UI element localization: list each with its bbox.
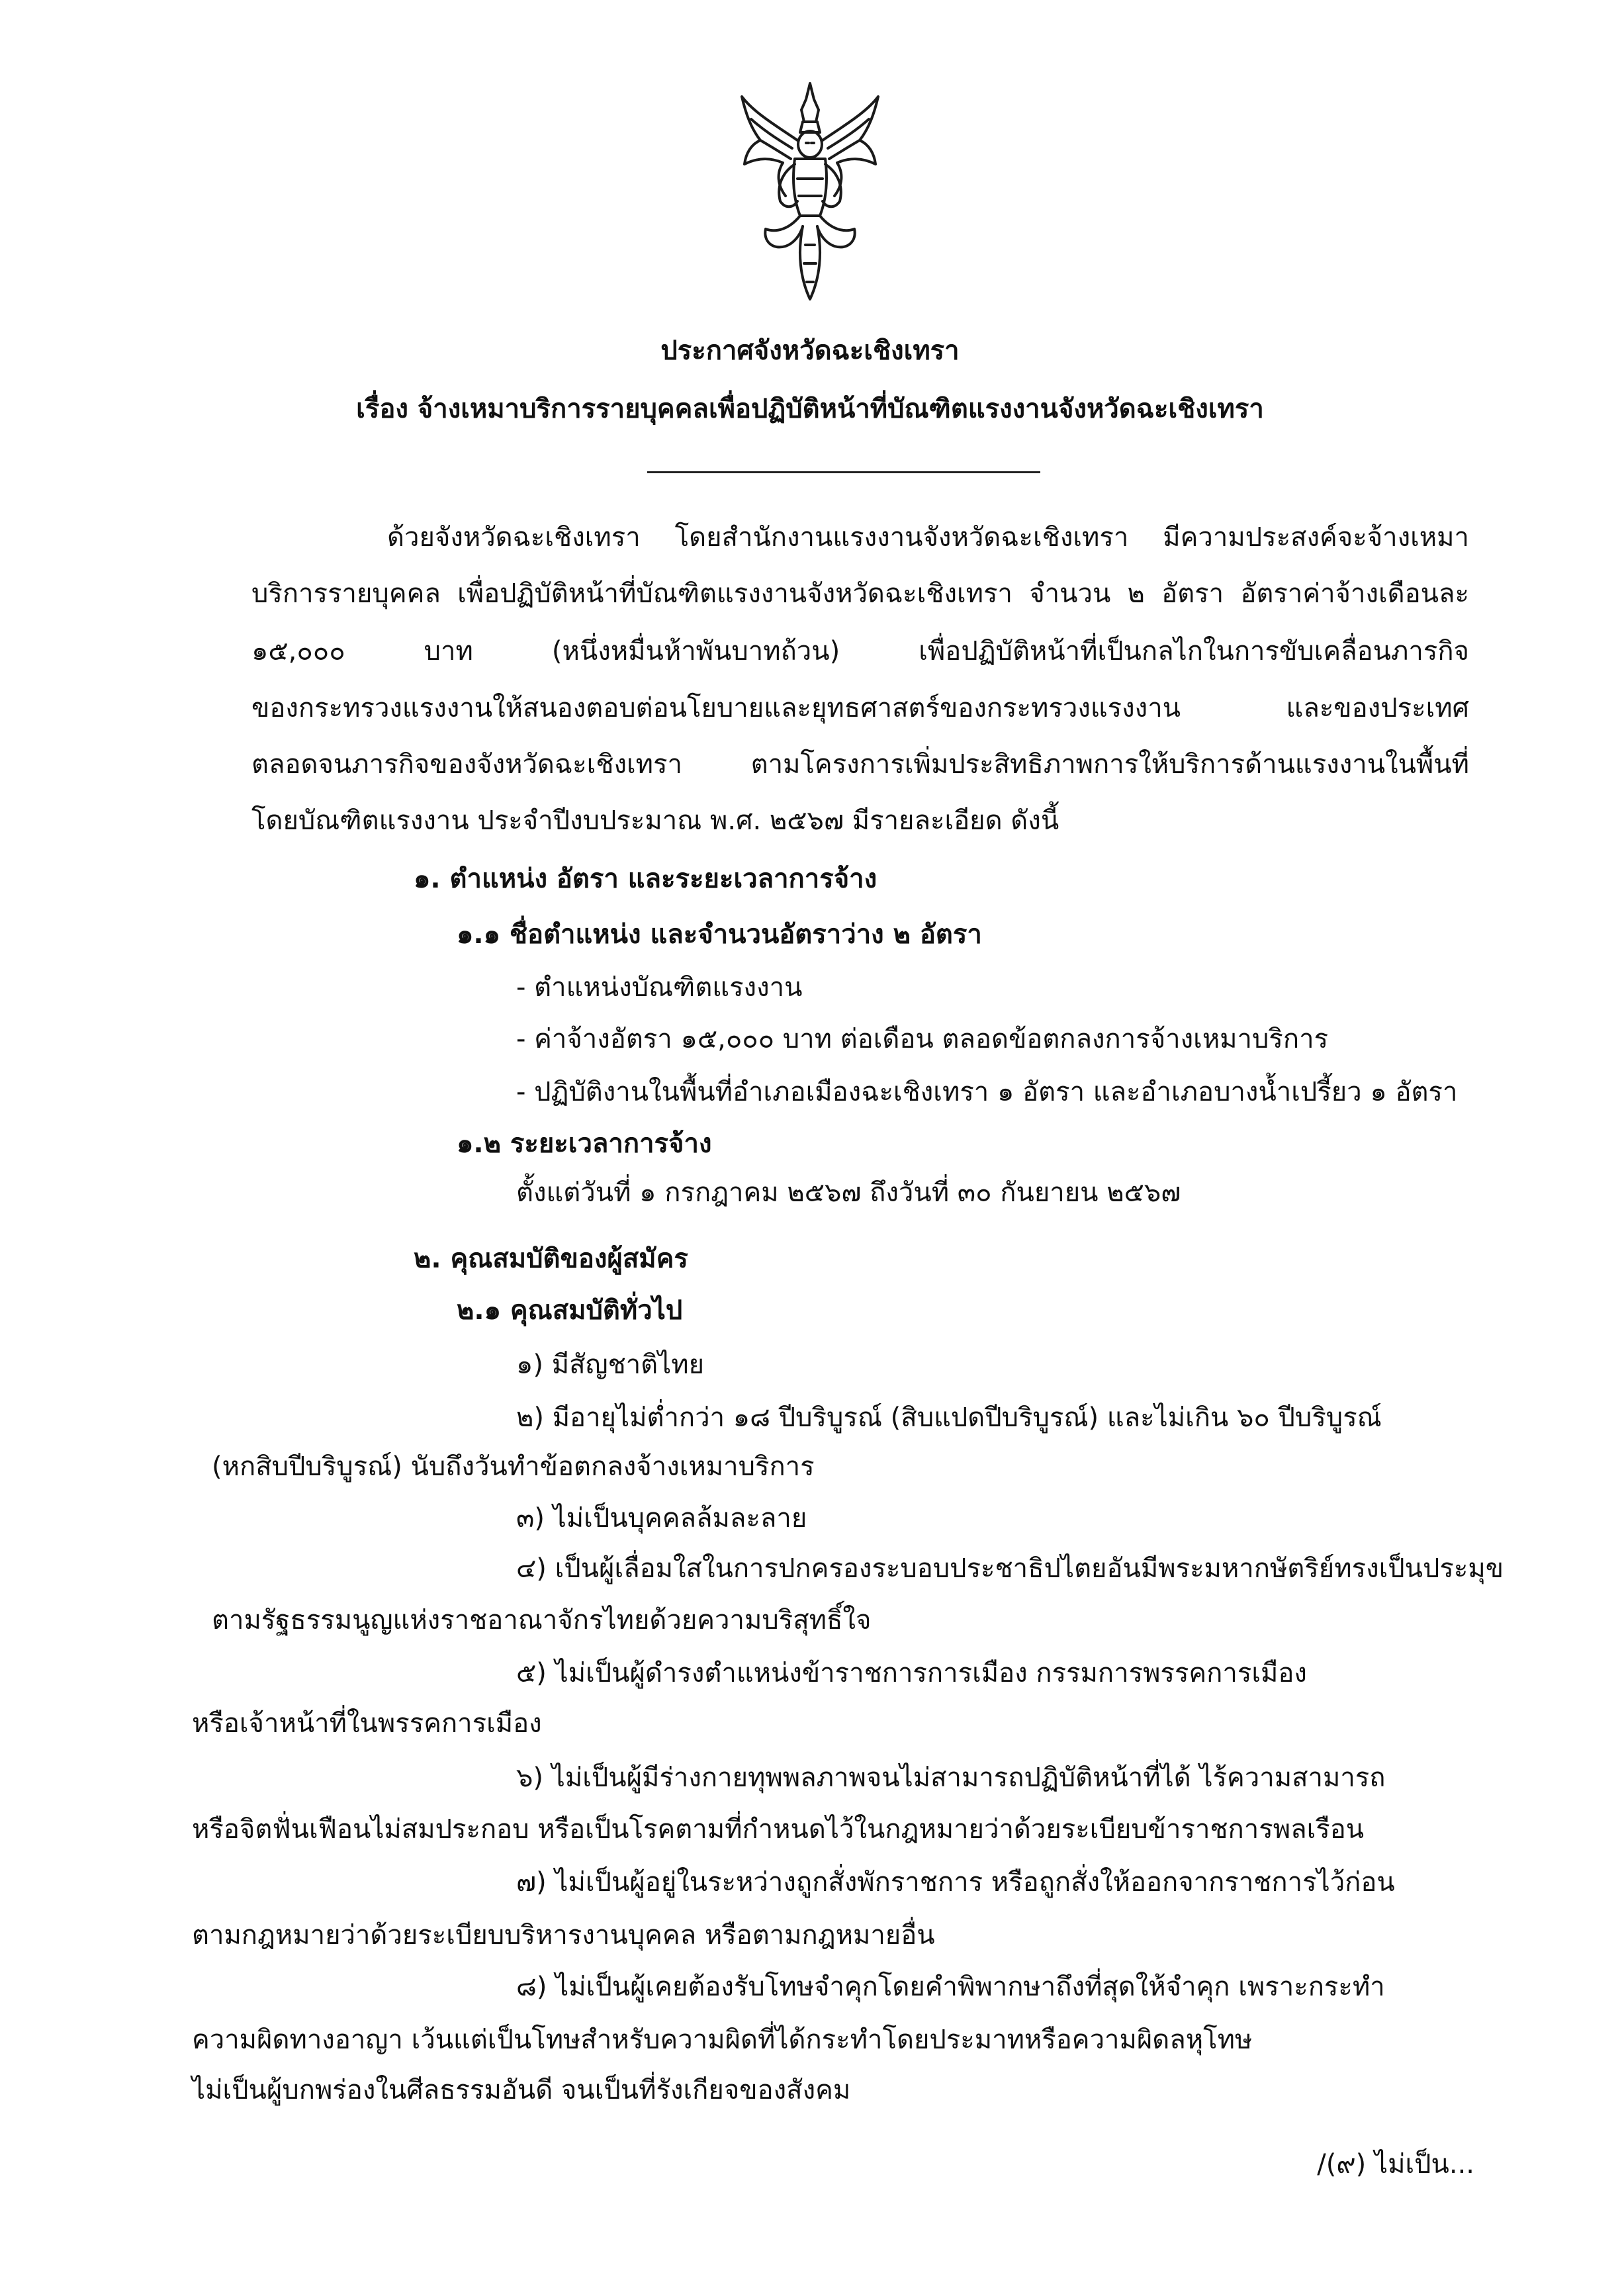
page-continuation: /(๙) ไม่เป็น... <box>1317 2149 1474 2180</box>
subsection-heading: ๑.๒ ระยะเวลาการจ้าง <box>457 1128 712 1159</box>
intro-line: โดยบัณฑิตแรงงาน ประจำปีงบประมาณ พ.ศ. ๒๕๖๗ มีรายละเอียด ดังนี้ <box>251 805 1059 836</box>
section-heading: ๒. คุณสมบัติของผู้สมัคร <box>414 1244 688 1274</box>
qualification-line: ๒) มีอายุไม่ต่ำกว่า ๑๘ ปีบริบูรณ์ (สิบแปดปีบริบูรณ์) และไม่เกิน ๖๐ ปีบริบูรณ์ <box>516 1402 1382 1433</box>
qualification-line: หรือจิตฟั่นเฟือนไม่สมประกอบ หรือเป็นโรคตามที่กำหนดไว้ในกฎหมายว่าด้วยระเบียบข้าราชการพลเรือน <box>192 1814 1365 1845</box>
qualification-line: หรือเจ้าหน้าที่ในพรรคการเมือง <box>192 1708 542 1739</box>
document-title: ประกาศจังหวัดฉะเชิงเทรา <box>660 336 960 366</box>
subsection-heading: ๒.๑ คุณสมบัติทั่วไป <box>457 1295 683 1326</box>
intro-line: ๑๕,๐๐๐ บาท (หนึ่งหมื่นห้าพันบาทถ้วน) เพื่อปฏิบัติหน้าที่เป็นกลไกในการขับเคลื่อนภารกิจ <box>251 636 1469 666</box>
qualification-line: ๑) มีสัญชาติไทย <box>516 1350 705 1380</box>
qualification-line: ๕) ไม่เป็นผู้ดำรงตำแหน่งข้าราชการการเมือง กรรมการพรรคการเมือง <box>516 1658 1307 1688</box>
intro-line: บริการรายบุคคล เพื่อปฏิบัติหน้าที่บัณฑิตแรงงานจังหวัดฉะเชิงเทรา จำนวน ๒ อัตรา อัตราค่าจ้างเดือนละ <box>251 578 1469 609</box>
qualification-line: ๖) ไม่เป็นผู้มีร่างกายทุพพลภาพจนไม่สามารถปฏิบัติหน้าที่ได้ ไร้ความสามารถ <box>516 1763 1386 1793</box>
intro-line: ของกระทรวงแรงงานให้สนองตอบต่อนโยบายและยุทธศาสตร์ของกระทรวงแรงงาน และของประเทศ <box>251 693 1469 723</box>
list-item: - ปฏิบัติงานในพื้นที่อำเภอเมืองฉะเชิงเทรา ๑ อัตรา และอำเภอบางน้ำเปรี้ยว ๑ อัตรา <box>516 1077 1458 1107</box>
subsection-heading: ๑.๑ ชื่อตำแหน่ง และจำนวนอัตราว่าง ๒ อัตรา <box>457 919 982 950</box>
title-divider <box>647 471 1040 473</box>
intro-line: ตลอดจนภารกิจของจังหวัดฉะเชิงเทรา ตามโครงการเพิ่มประสิทธิภาพการให้บริการด้านแรงงานในพื้นที่ <box>251 749 1469 780</box>
qualification-line: ไม่เป็นผู้บกพร่องในศีลธรรมอันดี จนเป็นที่รังเกียจของสังคม <box>192 2075 851 2105</box>
qualification-line: ๘) ไม่เป็นผู้เคยต้องรับโทษจำคุกโดยคำพิพากษาถึงที่สุดให้จำคุก เพราะกระทำ <box>516 1972 1385 2002</box>
employment-period: ตั้งแต่วันที่ ๑ กรกฎาคม ๒๕๖๗ ถึงวันที่ ๓๐ กันยายน ๒๕๖๗ <box>516 1177 1181 1208</box>
qualification-line: ตามรัฐธรรมนูญแห่งราชอาณาจักรไทยด้วยความบริสุทธิ์ใจ <box>212 1605 872 1635</box>
qualification-line: ความผิดทางอาญา เว้นแต่เป็นโทษสำหรับความผิดที่ได้กระทำโดยประมาทหรือความผิดลหุโทษ <box>192 2025 1253 2055</box>
section-heading: ๑. ตำแหน่ง อัตรา และระยะเวลาการจ้าง <box>414 864 878 894</box>
document-subject: เรื่อง จ้างเหมาบริการรายบุคคลเพื่อปฏิบัติหน้าที่บัณฑิตแรงงานจังหวัดฉะเชิงเทรา <box>356 394 1264 424</box>
garuda-emblem-icon <box>737 79 883 304</box>
qualification-line: ๗) ไม่เป็นผู้อยู่ในระหว่างถูกสั่งพักราชการ หรือถูกสั่งให้ออกจากราชการไว้ก่อน <box>516 1867 1395 1898</box>
qualification-line: (หกสิบปีบริบูรณ์) นับถึงวันทำข้อตกลงจ้างเหมาบริการ <box>212 1451 815 1482</box>
qualification-line: ๓) ไม่เป็นบุคคลล้มละลาย <box>516 1503 807 1534</box>
qualification-line: ตามกฎหมายว่าด้วยระเบียบบริหารงานบุคคล หรือตามกฎหมายอื่น <box>192 1920 935 1951</box>
list-item: - ค่าจ้างอัตรา ๑๕,๐๐๐ บาท ต่อเดือน ตลอดข้อตกลงการจ้างเหมาบริการ <box>516 1024 1329 1054</box>
qualification-line: ๔) เป็นผู้เลื่อมใสในการปกครองระบอบประชาธิปไตยอันมีพระมหากษัตริย์ทรงเป็นประมุข <box>516 1553 1504 1584</box>
list-item: - ตำแหน่งบัณฑิตแรงงาน <box>516 972 803 1003</box>
intro-line: ด้วยจังหวัดฉะเชิงเทรา โดยสำนักงานแรงงานจังหวัดฉะเชิงเทรา มีความประสงค์จะจ้างเหมา <box>387 522 1469 553</box>
